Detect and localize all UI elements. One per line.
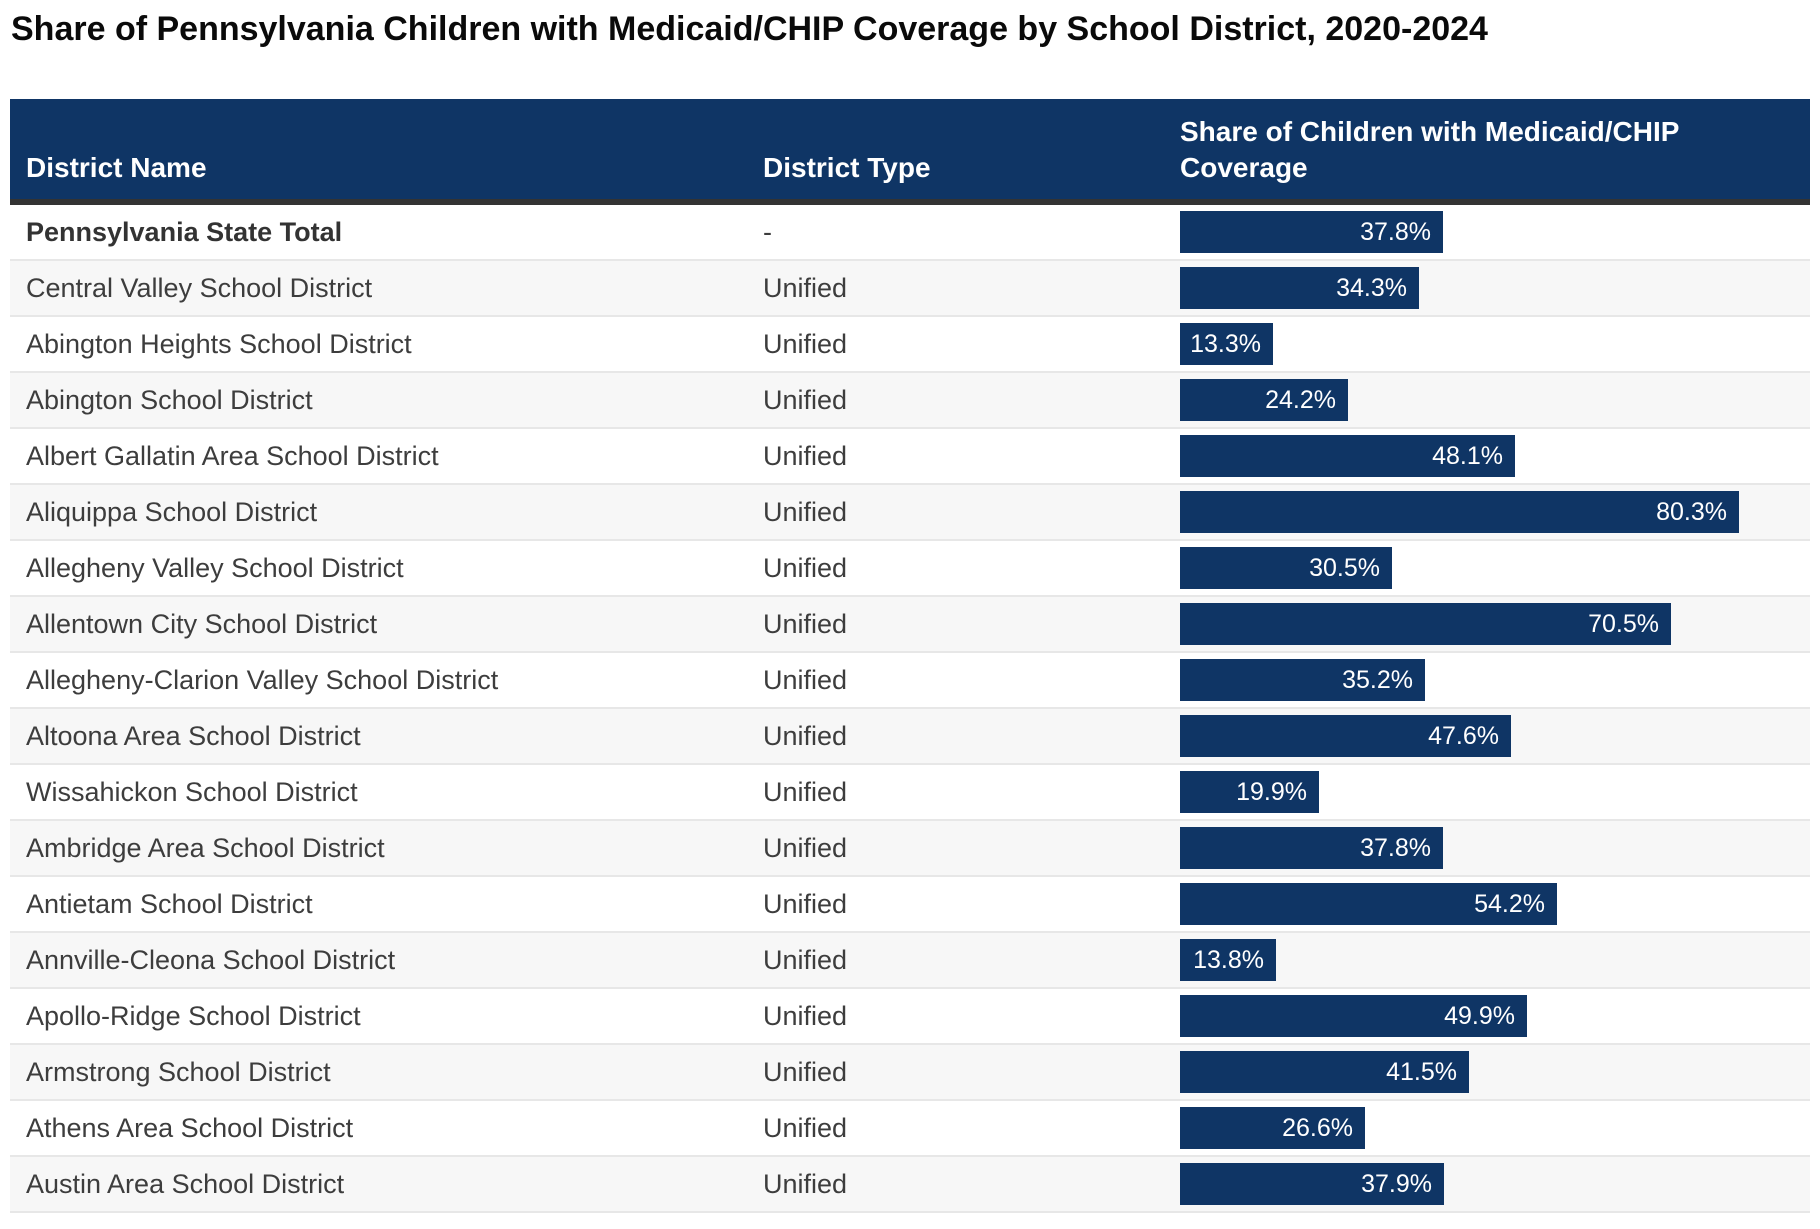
coverage-value-label: 35.2% — [1342, 665, 1413, 694]
table-row — [10, 765, 1810, 821]
coverage-value-label: 37.8% — [1360, 833, 1431, 862]
coverage-value-label: 30.5% — [1309, 553, 1380, 582]
coverage-bar — [1180, 547, 1392, 589]
coverage-cell — [1165, 659, 1810, 701]
table-row — [10, 429, 1810, 485]
district-type-cell: Unified — [763, 552, 848, 583]
table-row — [10, 877, 1810, 933]
district-name-cell: Pennsylvania State Total — [26, 216, 343, 247]
coverage-cell — [1165, 715, 1810, 757]
coverage-value-label: 37.8% — [1360, 217, 1431, 246]
coverage-bar — [1180, 1051, 1469, 1093]
table-row — [10, 373, 1810, 429]
district-name-cell: Annville-Cleona School District — [26, 944, 396, 975]
coverage-cell — [1165, 1051, 1810, 1093]
coverage-value-label: 34.3% — [1336, 273, 1407, 302]
district-name-cell: Ambridge Area School District — [26, 832, 385, 863]
coverage-value-label: 70.5% — [1588, 609, 1659, 638]
table-row — [10, 205, 1810, 261]
coverage-value-label: 26.6% — [1282, 1113, 1353, 1142]
coverage-bar — [1180, 379, 1348, 421]
coverage-cell — [1165, 771, 1810, 813]
coverage-value-label: 13.3% — [1190, 329, 1261, 358]
district-name-cell: Austin Area School District — [26, 1168, 345, 1199]
coverage-cell — [1165, 995, 1810, 1037]
coverage-cell — [1165, 323, 1810, 365]
coverage-cell — [1165, 547, 1810, 589]
district-name-cell: Athens Area School District — [26, 1112, 354, 1143]
district-type-cell: Unified — [763, 1168, 848, 1199]
district-name-cell: Abington School District — [26, 384, 313, 415]
column-header-district-name: District Name — [26, 152, 207, 184]
coverage-bar — [1180, 603, 1671, 645]
coverage-value-label: 49.9% — [1444, 1001, 1515, 1030]
district-name-cell: Albert Gallatin Area School District — [26, 440, 439, 471]
column-header-coverage-share: Share of Children with Medicaid/CHIP Coverage — [1180, 116, 1679, 184]
coverage-cell — [1165, 435, 1810, 477]
coverage-cell — [1165, 883, 1810, 925]
table-row — [10, 933, 1810, 989]
district-type-cell: Unified — [763, 384, 848, 415]
coverage-cell — [1165, 211, 1810, 253]
coverage-bar — [1180, 267, 1419, 309]
coverage-cell — [1165, 1163, 1810, 1205]
table-row — [10, 709, 1810, 765]
district-name-cell: Wissahickon School District — [26, 776, 358, 807]
district-type-cell: Unified — [763, 1000, 848, 1031]
district-name-cell: Apollo-Ridge School District — [26, 1000, 361, 1031]
district-type-cell: Unified — [763, 272, 848, 303]
coverage-value-label: 47.6% — [1428, 721, 1499, 750]
district-type-cell: Unified — [763, 944, 848, 975]
coverage-bar — [1180, 435, 1515, 477]
district-type-cell: Unified — [763, 720, 848, 751]
coverage-bar — [1180, 1107, 1365, 1149]
district-type-cell: Unified — [763, 664, 848, 695]
district-name-cell: Aliquippa School District — [26, 496, 318, 527]
district-type-cell: Unified — [763, 832, 848, 863]
table-row — [10, 989, 1810, 1045]
coverage-bar — [1180, 771, 1319, 813]
district-name-cell: Allegheny-Clarion Valley School District — [26, 664, 499, 695]
coverage-bar — [1180, 827, 1443, 869]
coverage-cell — [1165, 379, 1810, 421]
table-row — [10, 597, 1810, 653]
coverage-table — [10, 99, 1810, 1213]
column-header-district-type: District Type — [763, 152, 931, 184]
table-row — [10, 541, 1810, 597]
district-type-cell: Unified — [763, 328, 848, 359]
coverage-value-label: 13.8% — [1193, 945, 1264, 974]
coverage-value-label: 48.1% — [1432, 441, 1503, 470]
table-row — [10, 653, 1810, 709]
table-row — [10, 1157, 1810, 1213]
coverage-bar — [1180, 211, 1443, 253]
district-name-cell: Allentown City School District — [26, 608, 378, 639]
district-name-cell: Altoona Area School District — [26, 720, 361, 751]
table-row — [10, 317, 1810, 373]
coverage-value-label: 37.9% — [1361, 1169, 1432, 1198]
table-row — [10, 1045, 1810, 1101]
district-type-cell: Unified — [763, 496, 848, 527]
table-row — [10, 485, 1810, 541]
table-row — [10, 261, 1810, 317]
coverage-bar — [1180, 659, 1425, 701]
district-type-cell: Unified — [763, 776, 848, 807]
coverage-cell — [1165, 827, 1810, 869]
coverage-cell — [1165, 267, 1810, 309]
coverage-bar — [1180, 491, 1739, 533]
district-type-cell: Unified — [763, 1112, 848, 1143]
coverage-cell — [1165, 1107, 1810, 1149]
coverage-cell — [1165, 491, 1810, 533]
coverage-value-label: 19.9% — [1236, 777, 1307, 806]
coverage-bar — [1180, 995, 1527, 1037]
district-type-cell: Unified — [763, 608, 848, 639]
district-name-cell: Central Valley School District — [26, 272, 373, 303]
coverage-value-label: 24.2% — [1265, 385, 1336, 414]
coverage-value-label: 54.2% — [1474, 889, 1545, 918]
coverage-bar — [1180, 323, 1273, 365]
coverage-value-label: 41.5% — [1386, 1057, 1457, 1086]
coverage-cell — [1165, 603, 1810, 645]
table-row — [10, 1101, 1810, 1157]
table-body — [10, 205, 1810, 1213]
coverage-value-label: 80.3% — [1656, 497, 1727, 526]
district-name-cell: Allegheny Valley School District — [26, 552, 404, 583]
district-name-cell: Antietam School District — [26, 888, 313, 919]
coverage-bar — [1180, 883, 1557, 925]
page-title: Share of Pennsylvania Children with Medicaid/CHIP Coverage by School District, 2020-2024 — [11, 10, 1488, 48]
coverage-bar — [1180, 939, 1276, 981]
coverage-bar — [1180, 715, 1511, 757]
table-row — [10, 821, 1810, 877]
district-type-cell: - — [763, 216, 772, 247]
district-name-cell: Armstrong School District — [26, 1056, 331, 1087]
district-type-cell: Unified — [763, 888, 848, 919]
district-type-cell: Unified — [763, 1056, 848, 1087]
coverage-cell — [1165, 939, 1810, 981]
table-header-row — [10, 99, 1810, 205]
coverage-bar — [1180, 1163, 1444, 1205]
district-name-cell: Abington Heights School District — [26, 328, 412, 359]
district-type-cell: Unified — [763, 440, 848, 471]
